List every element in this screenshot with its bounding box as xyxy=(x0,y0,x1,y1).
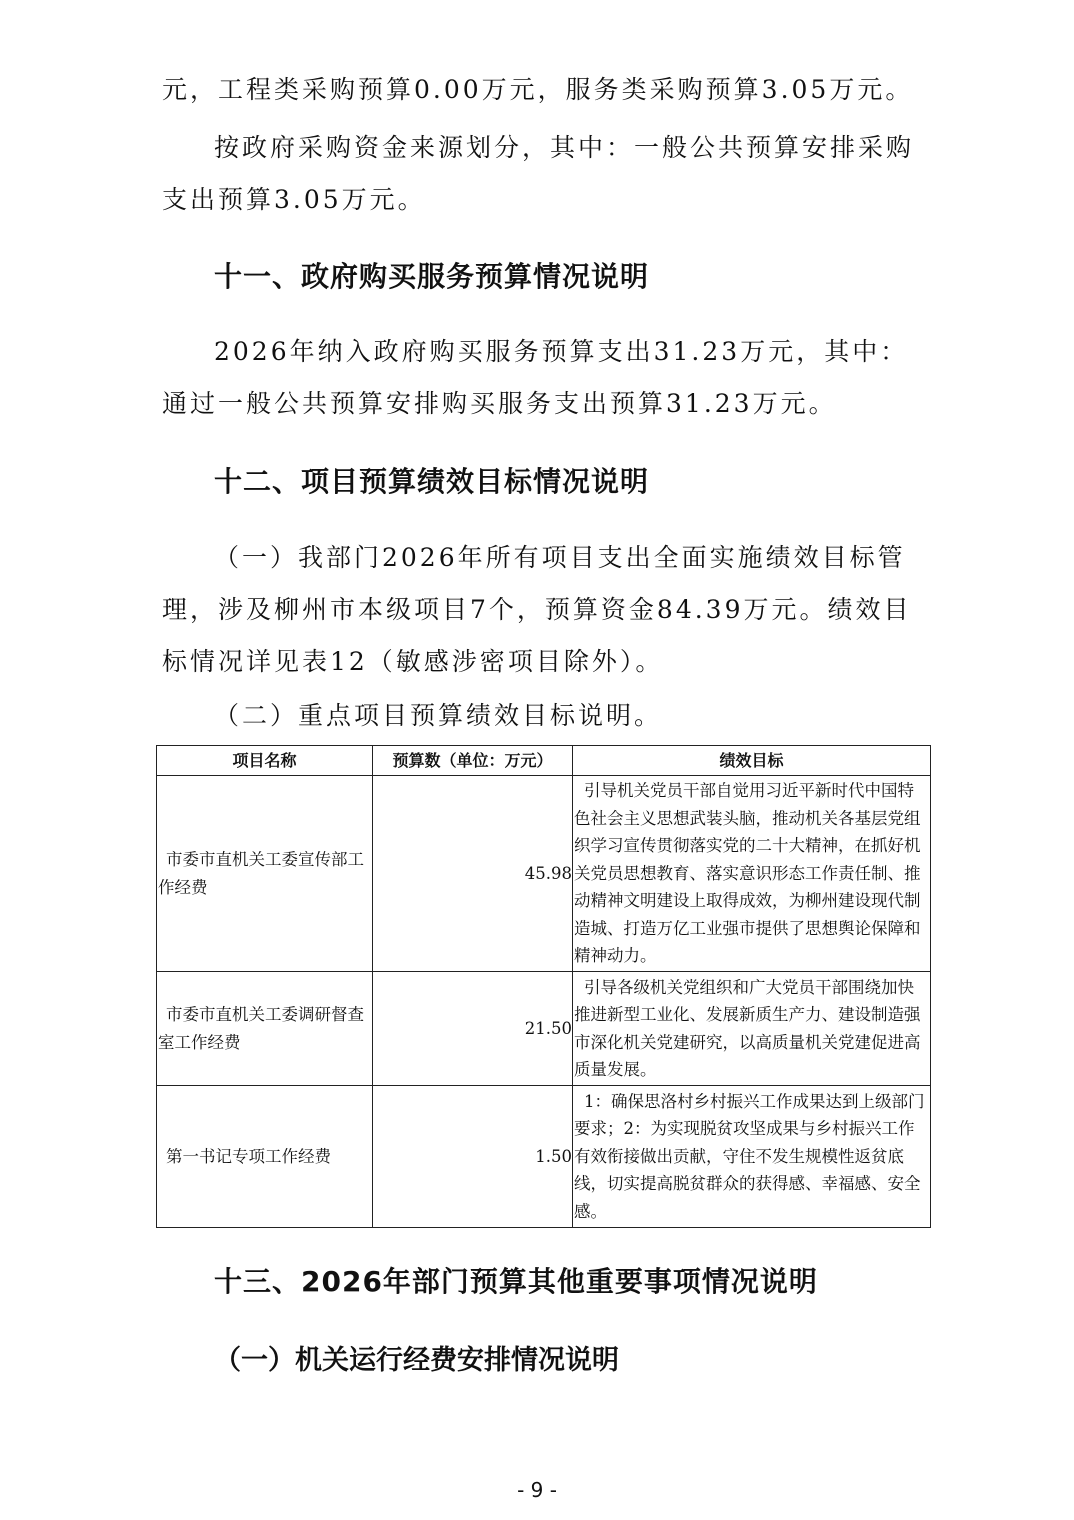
heading-section-13: 十三、2026年部门预算其他重要事项情况说明 xyxy=(214,1265,818,1298)
cell-project-name: 市委市直机关工委宣传部工作经费 xyxy=(157,776,373,972)
cell-performance-goal: 1：确保思洛村乡村振兴工作成果达到上级部门要求；2：为实现脱贫攻坚成果与乡村振兴工作有效衔接做出贡献，守住不发生规模性返贫底线，切实提高脱贫群众的获得感、幸福感、安全感。 xyxy=(573,1086,931,1228)
heading-section-12: 十二、项目预算绩效目标情况说明 xyxy=(214,465,650,498)
cell-budget-amount: 1.50 xyxy=(373,1086,573,1228)
page-number: - 9 - xyxy=(517,1478,557,1502)
cell-budget-amount: 21.50 xyxy=(373,972,573,1086)
header-budget-amount: 预算数（单位：万元） xyxy=(373,746,573,776)
paragraph-purchase-services: 2026年纳入政府购买服务预算支出31.23万元，其中：通过一般公共预算安排购买服务支出预算31.23万元。 xyxy=(162,337,909,418)
paragraph-procurement-source: 按政府采购资金来源划分，其中：一般公共预算安排采购支出预算3.05万元。 xyxy=(162,133,915,214)
header-performance-goal: 绩效目标 xyxy=(573,746,931,776)
performance-goals-table xyxy=(156,745,931,1228)
heading-section-13-1: （一）机关运行经费安排情况说明 xyxy=(214,1345,619,1376)
table-row xyxy=(157,972,931,1086)
cell-project-name: 第一书记专项工作经费 xyxy=(157,1086,373,1228)
cell-project-name: 市委市直机关工委调研督查室工作经费 xyxy=(157,972,373,1086)
paragraph-procurement-types: 元，工程类采购预算0.00万元，服务类采购预算3.05万元。 xyxy=(162,75,914,104)
table-row xyxy=(157,776,931,972)
cell-performance-goal: 引导机关党员干部自觉用习近平新时代中国特色社会主义思想武装头脑，推动机关各基层党组织学习宣传贯彻落实党的二十大精神，在抓好机关党员思想教育、落实意识形态工作责任制、推动精神文明建设上取得成效，为柳州建设现代制造城、打造万亿工业强市提供了思想舆论保障和精神动力。 xyxy=(573,776,931,972)
paragraph-key-projects-intro: （二）重点项目预算绩效目标说明。 xyxy=(214,701,663,730)
table-header-row xyxy=(157,746,931,776)
paragraph-performance-management: （一）我部门2026年所有项目支出全面实施绩效目标管理，涉及柳州市本级项目7个，预算资金84.39万元。绩效目标情况详见表12（敏感涉密项目除外）。 xyxy=(162,543,912,676)
table-row xyxy=(157,1086,931,1228)
cell-performance-goal: 引导各级机关党组织和广大党员干部围绕加快推进新型工业化、发展新质生产力、建设制造强市深化机关党建研究，以高质量机关党建促进高质量发展。 xyxy=(573,972,931,1086)
heading-section-11: 十一、政府购买服务预算情况说明 xyxy=(214,260,650,293)
header-project-name: 项目名称 xyxy=(157,746,373,776)
cell-budget-amount: 45.98 xyxy=(373,776,573,972)
